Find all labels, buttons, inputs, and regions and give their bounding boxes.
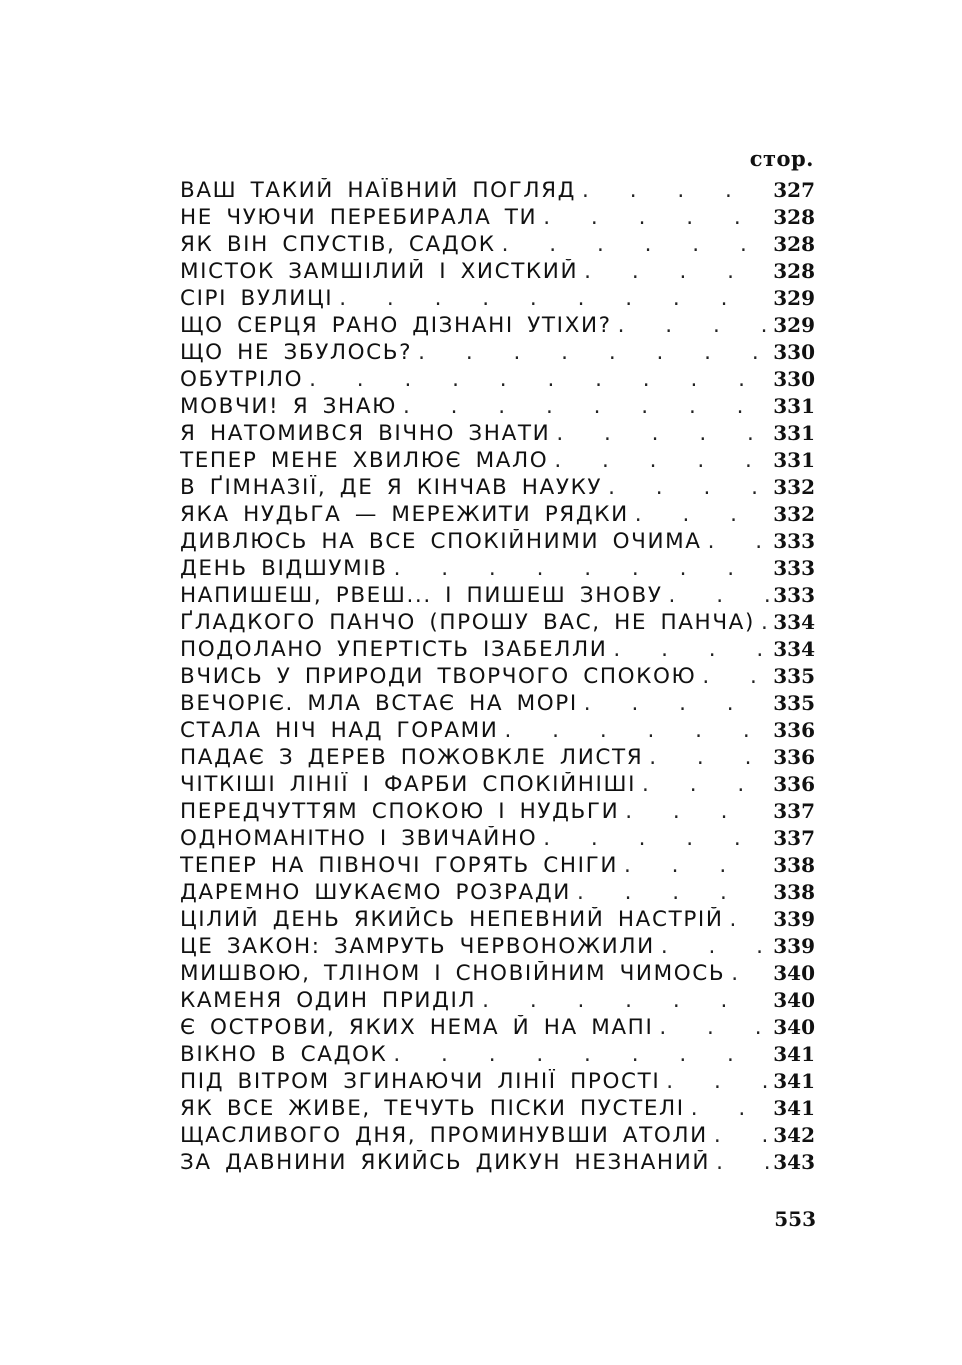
toc-entry-title: ЧІТКІШІ ЛІНІЇ І ФАРБИ СПОКІЙНІШІ xyxy=(180,772,642,797)
toc-entry-page: 341 xyxy=(769,1069,815,1093)
dot-leader xyxy=(394,556,770,581)
toc-entry xyxy=(180,880,815,907)
toc-entry-title: СТАЛА НІЧ НАД ГОРАМИ xyxy=(180,718,505,743)
dot-leader xyxy=(505,718,770,743)
toc-entry xyxy=(180,529,815,556)
toc-entry xyxy=(180,583,815,610)
toc-entry xyxy=(180,556,815,583)
dot-leader xyxy=(584,691,769,716)
dot-leader xyxy=(556,421,769,446)
toc-entry xyxy=(180,1123,815,1150)
toc-entry xyxy=(180,961,815,988)
dot-leader xyxy=(613,637,769,662)
page-column-header: стор. xyxy=(749,146,814,171)
dot-leader xyxy=(608,475,769,500)
dot-leader xyxy=(761,610,769,635)
dot-leader xyxy=(543,826,769,851)
dot-leader xyxy=(339,286,769,311)
toc-entry-page: 336 xyxy=(769,745,815,769)
toc-entry-title: ЩО НЕ ЗБУЛОСЬ? xyxy=(180,340,418,365)
toc-entry xyxy=(180,853,815,880)
toc-entry xyxy=(180,313,815,340)
toc-entry-title: ПОДОЛАНО УПЕРТІСТЬ ІЗАБЕЛЛИ xyxy=(180,637,613,662)
toc-entry xyxy=(180,1069,815,1096)
toc-entry-title: ЯК ВСЕ ЖИВЕ, ТЕЧУТЬ ПІСКИ ПУСТЕЛІ xyxy=(180,1096,691,1121)
toc-entry-title: МІСТОК ЗАМШІЛИЙ І ХИСТКИЙ xyxy=(180,259,584,284)
toc-entry xyxy=(180,286,815,313)
toc-entry xyxy=(180,475,815,502)
toc-entry xyxy=(180,691,815,718)
dot-leader xyxy=(309,367,769,392)
toc-entry-title: ВЕЧОРІЄ. МЛА ВСТАЄ НА МОРІ xyxy=(180,691,584,716)
toc-entry xyxy=(180,718,815,745)
toc-entry-page: 339 xyxy=(769,907,815,931)
toc-entry xyxy=(180,1042,815,1069)
toc-entry-page: 343 xyxy=(769,1150,815,1174)
toc-entry-page: 334 xyxy=(769,610,815,634)
toc-entry xyxy=(180,610,815,637)
toc-entry-page: 332 xyxy=(769,502,815,526)
toc-entry xyxy=(180,367,815,394)
toc-entry-page: 341 xyxy=(769,1042,815,1066)
toc-entry-title: ПІД ВІТРОМ ЗГИНАЮЧИ ЛІНІЇ ПРОСТІ xyxy=(180,1069,666,1094)
toc-entry-page: 333 xyxy=(769,556,815,580)
toc-entry xyxy=(180,1150,815,1177)
toc-entry-title: ОДНОМАНІТНО І ЗВИЧАЙНО xyxy=(180,826,543,851)
toc-entry-page: 335 xyxy=(769,664,815,688)
toc-entry-page: 342 xyxy=(769,1123,815,1147)
toc-entry-title: ЦІЛИЙ ДЕНЬ ЯКИЙСЬ НЕПЕВНИЙ НАСТРІЙ xyxy=(180,907,730,932)
toc-entry xyxy=(180,448,815,475)
toc-entry xyxy=(180,232,815,259)
dot-leader xyxy=(691,1096,770,1121)
toc-entry xyxy=(180,772,815,799)
toc-entry xyxy=(180,259,815,286)
dot-leader xyxy=(584,259,769,284)
toc-entry xyxy=(180,799,815,826)
toc-entry-title: ВЧИСЬ У ПРИРОДИ ТВОРЧОГО СПОКОЮ xyxy=(180,664,702,689)
dot-leader xyxy=(714,1123,769,1148)
toc-entry-page: 341 xyxy=(769,1096,815,1120)
dot-leader xyxy=(577,880,769,905)
toc-entry-title: ВАШ ТАКИЙ НАЇВНИЙ ПОГЛЯД xyxy=(180,178,582,203)
toc-entry-page: 340 xyxy=(769,961,815,985)
toc-entry-title: ЩАСЛИВОГО ДНЯ, ПРОМИНУВШИ АТОЛИ xyxy=(180,1123,714,1148)
toc-entry-title: ТЕПЕР МЕНЕ ХВИЛЮЄ МАЛО xyxy=(180,448,554,473)
toc-entry-title: ДАРЕМНО ШУКАЄМО РОЗРАДИ xyxy=(180,880,577,905)
dot-leader xyxy=(482,988,769,1013)
dot-leader xyxy=(702,664,769,689)
toc-entry-title: МОВЧИ! Я ЗНАЮ xyxy=(180,394,403,419)
dot-leader xyxy=(708,529,770,554)
dot-leader xyxy=(669,583,770,608)
dot-leader xyxy=(730,907,770,932)
dot-leader xyxy=(625,799,769,824)
toc-entry-page: 331 xyxy=(769,448,815,472)
toc-entry-title: ЦЕ ЗАКОН: ЗАМРУТЬ ЧЕРВОНОЖИЛИ xyxy=(180,934,661,959)
toc-entry-title: ДЕНЬ ВІДШУМІВ xyxy=(180,556,394,581)
toc-entry-page: 336 xyxy=(769,772,815,796)
dot-leader xyxy=(716,1150,769,1175)
dot-leader xyxy=(642,772,769,797)
toc-entry-title: ДИВЛЮСЬ НА ВСЕ СПОКІЙНИМИ ОЧИМА xyxy=(180,529,708,554)
toc-entry-title: ВІКНО В САДОК xyxy=(180,1042,393,1067)
dot-leader xyxy=(502,232,770,257)
page-number: 553 xyxy=(774,1207,816,1231)
toc-entry-title: ПЕРЕДЧУТТЯМ СПОКОЮ І НУДЬГИ xyxy=(180,799,625,824)
toc-entry-page: 330 xyxy=(769,367,815,391)
toc-entry-page: 328 xyxy=(769,259,815,283)
dot-leader xyxy=(661,934,769,959)
toc-entry-page: 332 xyxy=(769,475,815,499)
toc-entry xyxy=(180,421,815,448)
toc-entry-page: 331 xyxy=(769,394,815,418)
toc-entry-title: ОБУТРІЛО xyxy=(180,367,309,392)
toc-entry-page: 328 xyxy=(769,232,815,256)
toc-entry-page: 340 xyxy=(769,1015,815,1039)
toc-entry-page: 337 xyxy=(769,826,815,850)
dot-leader xyxy=(618,313,770,338)
toc-entry-title: КАМЕНЯ ОДИН ПРИДІЛ xyxy=(180,988,482,1013)
toc-entry-title: СІРІ ВУЛИЦІ xyxy=(180,286,339,311)
toc-entry-page: 338 xyxy=(769,853,815,877)
toc-entry-page: 336 xyxy=(769,718,815,742)
toc-entry xyxy=(180,502,815,529)
toc-entry xyxy=(180,340,815,367)
dot-leader xyxy=(403,394,769,419)
toc-entry-title: НЕ ЧУЮЧИ ПЕРЕБИРАЛА ТИ xyxy=(180,205,543,230)
dot-leader xyxy=(418,340,769,365)
toc-entry xyxy=(180,664,815,691)
toc-entry-page: 340 xyxy=(769,988,815,1012)
toc-entry-title: ЯК ВІН СПУСТІВ, САДОК xyxy=(180,232,502,257)
table-of-contents xyxy=(180,178,815,1177)
toc-entry xyxy=(180,205,815,232)
toc-entry-title: ҐЛАДКОГО ПАНЧО (ПРОШУ ВАС, НЕ ПАНЧА) xyxy=(180,610,761,635)
toc-entry-page: 328 xyxy=(769,205,815,229)
toc-entry-title: Є ОСТРОВИ, ЯКИХ НЕМА Й НА МАПІ xyxy=(180,1015,659,1040)
toc-entry-title: ЗА ДАВНИНИ ЯКИЙСЬ ДИКУН НЕЗНАНИЙ xyxy=(180,1150,716,1175)
toc-entry-page: 337 xyxy=(769,799,815,823)
dot-leader xyxy=(659,1015,769,1040)
toc-entry-page: 327 xyxy=(769,178,815,202)
toc-entry-title: ЩО СЕРЦЯ РАНО ДІЗНАНІ УТІХИ? xyxy=(180,313,618,338)
dot-leader xyxy=(582,178,769,203)
dot-leader xyxy=(624,853,769,878)
toc-entry xyxy=(180,394,815,421)
toc-entry-page: 330 xyxy=(769,340,815,364)
dot-leader xyxy=(635,502,769,527)
toc-entry-page: 338 xyxy=(769,880,815,904)
toc-entry xyxy=(180,988,815,1015)
toc-entry-page: 334 xyxy=(769,637,815,661)
toc-entry xyxy=(180,907,815,934)
toc-entry xyxy=(180,1096,815,1123)
toc-entry-title: ТЕПЕР НА ПІВНОЧІ ГОРЯТЬ СНІГИ xyxy=(180,853,624,878)
dot-leader xyxy=(543,205,769,230)
toc-entry-page: 335 xyxy=(769,691,815,715)
toc-entry-page: 329 xyxy=(769,286,815,310)
toc-entry-title: ЯКА НУДЬГА — МЕРЕЖИТИ РЯДКИ xyxy=(180,502,635,527)
dot-leader xyxy=(554,448,769,473)
toc-entry-page: 331 xyxy=(769,421,815,445)
toc-entry-page: 333 xyxy=(769,529,815,553)
toc-entry-page: 333 xyxy=(769,583,815,607)
dot-leader xyxy=(731,961,769,986)
toc-entry xyxy=(180,745,815,772)
toc-entry xyxy=(180,1015,815,1042)
toc-entry xyxy=(180,934,815,961)
dot-leader xyxy=(666,1069,769,1094)
toc-entry-title: Я НАТОМИВСЯ ВІЧНО ЗНАТИ xyxy=(180,421,556,446)
toc-entry-title: ПАДАЄ З ДЕРЕВ ПОЖОВКЛЕ ЛИСТЯ xyxy=(180,745,649,770)
toc-entry xyxy=(180,637,815,664)
toc-entry-title: НАПИШЕШ, РВЕШ... І ПИШЕШ ЗНОВУ xyxy=(180,583,669,608)
toc-entry xyxy=(180,826,815,853)
toc-entry-title: МИШВОЮ, ТЛІНОМ І СНОВІЙНИМ ЧИМОСЬ xyxy=(180,961,731,986)
toc-entry-page: 329 xyxy=(769,313,815,337)
dot-leader xyxy=(649,745,769,770)
toc-entry-title: В ҐІМНАЗІЇ, ДЕ Я КІНЧАВ НАУКУ xyxy=(180,475,608,500)
toc-entry-page: 339 xyxy=(769,934,815,958)
toc-entry xyxy=(180,178,815,205)
dot-leader xyxy=(393,1042,769,1067)
